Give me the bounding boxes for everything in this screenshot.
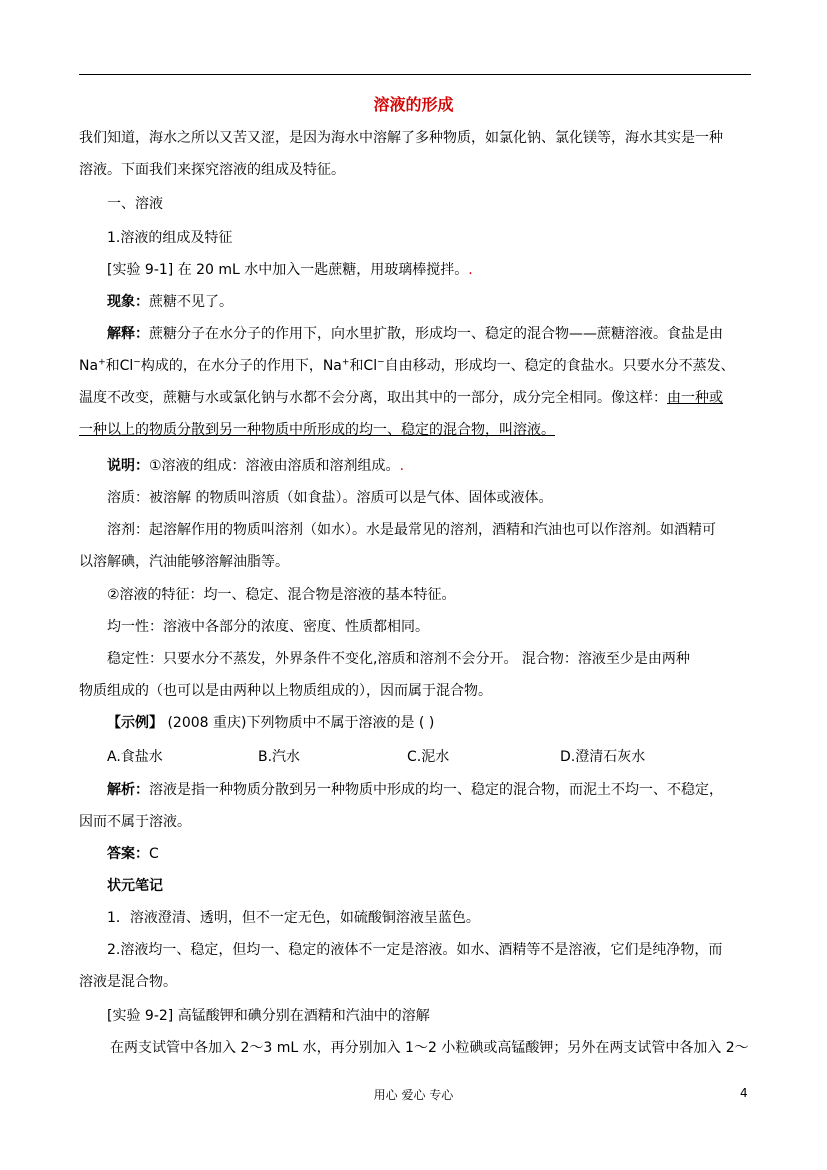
option-c: C.泥水 <box>407 749 450 765</box>
option-a: A.食盐水 <box>107 749 163 765</box>
section-heading: 一、溶液 <box>107 196 163 212</box>
explanation-line: 解释：蔗糖分子在水分子的作用下，向水里扩散，形成均一、稳定的混合物——蔗糖溶液。食盐是由 <box>107 326 723 342</box>
note-line: 说明：①溶液的组成：溶液由溶质和溶剂组成。. <box>107 458 405 474</box>
paragraph-line: 2.溶液均一、稳定，但均一、稳定的液体不一定是溶液。如水、酒精等不是溶液，它们是纯净物，而 <box>107 942 723 958</box>
paragraph-line: 温度不改变，蔗糖与水或氯化钠与水都不会分离，取出其中的一部分，成分完全相同。像这样：由一种或 <box>79 390 723 406</box>
header-rule <box>79 74 751 75</box>
page-title: 溶液的形成 <box>373 95 454 114</box>
paragraph-line: 溶质：被溶解 的物质叫溶质（如食盐）。溶质可以是气体、固体或液体。 <box>107 490 553 506</box>
paragraph-line: 溶剂：起溶解作用的物质叫溶剂（如水）。水是最常见的溶剂，酒精和汽油也可以作溶剂。如酒精可 <box>107 522 716 538</box>
subsection-heading: 1.溶液的组成及特征 <box>107 230 233 246</box>
answer-line: 答案：C <box>107 846 159 862</box>
paragraph-line: 均一性：溶液中各部分的浓度、密度、性质都相同。 <box>107 619 429 635</box>
page-number: 4 <box>740 1086 748 1100</box>
experiment-line: [实验 9-1] 在 20 mL 水中加入一匙蔗糖，用玻璃棒搅拌。. <box>107 262 473 278</box>
page-footer: 用心 爱心 专心 <box>373 1088 454 1102</box>
experiment-line: [实验 9-2] 高锰酸钾和碘分别在酒精和汽油中的溶解 <box>107 1008 430 1024</box>
analysis-line: 解析：溶液是指一种物质分散到另一种物质中形成的均一、稳定的混合物，而泥土不均一、不稳定， <box>107 782 723 798</box>
paragraph-line: 物质组成的（也可以是由两种以上物质组成的），因而属于混合物。 <box>79 683 492 699</box>
paragraph-line: 在两支试管中各加入 2～3 mL 水，再分别加入 1～2 小粒碘或高锰酸钾；另外在两支试管中各加入 2～ <box>110 1040 749 1056</box>
notes-heading: 状元笔记 <box>107 878 163 894</box>
paragraph-line: 1．溶液澄清、透明，但不一定无色，如硫酸铜溶液呈蓝色。 <box>107 910 480 926</box>
option-d: D.澄清石灰水 <box>560 749 646 765</box>
example-question: 【示例】 (2008 重庆)下列物质中不属于溶液的是 ( ) <box>107 715 435 731</box>
paragraph-line: 我们知道，海水之所以又苦又涩，是因为海水中溶解了多种物质，如氯化钠、氯化镁等，海水其实是一种 <box>79 130 723 146</box>
definition-line: 一种以上的物质分散到另一种物质中所形成的均一、稳定的混合物，叫溶液。 <box>79 422 555 438</box>
option-b: B.汽水 <box>258 749 301 765</box>
paragraph-line: ②溶液的特征：均一、稳定、混合物是溶液的基本特征。 <box>107 587 456 603</box>
paragraph-line: Na+和Cl−构成的，在水分子的作用下，Na+和Cl−自由移动，形成均一、稳定的食盐水。只要水分不蒸发、 <box>79 357 735 374</box>
paragraph-line: 溶液。下面我们来探究溶液的组成及特征。 <box>79 162 345 178</box>
paragraph-line: 以溶解碘，汽油能够溶解油脂等。 <box>79 554 289 570</box>
paragraph-line: 稳定性：只要水分不蒸发，外界条件不变化,溶质和溶剂不会分开。 混合物：溶液至少是由两种 <box>107 651 690 667</box>
paragraph-line: 因而不属于溶液。 <box>79 814 191 830</box>
observation-line: 现象：蔗糖不见了。 <box>107 294 233 310</box>
paragraph-line: 溶液是混合物。 <box>79 974 177 990</box>
